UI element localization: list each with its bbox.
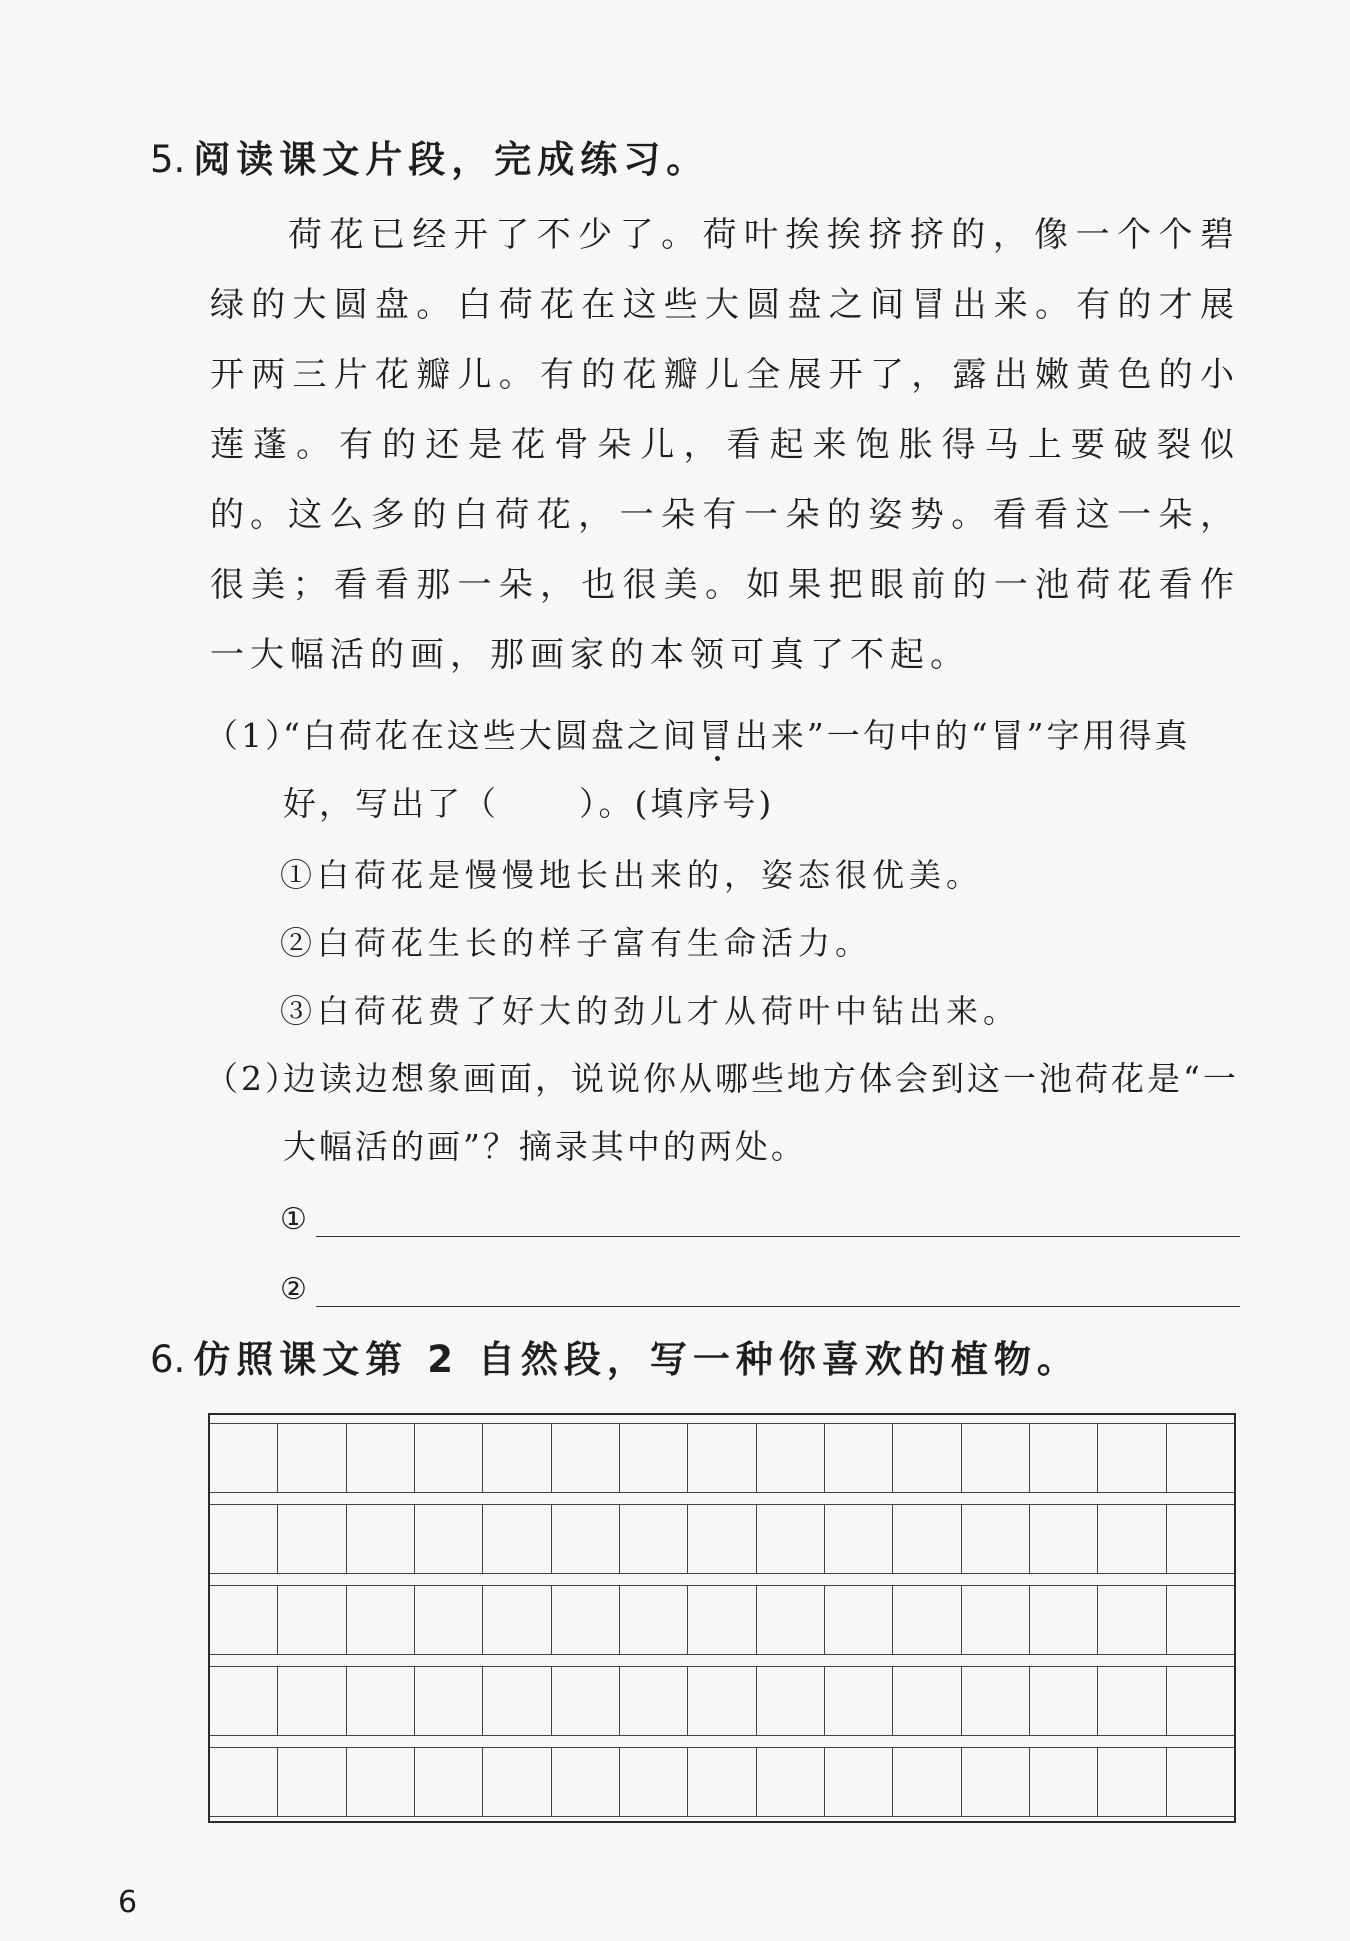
answer-marker: ②: [280, 1272, 307, 1307]
sub-question-2: [205, 1045, 1245, 1181]
grid-cell[interactable]: [620, 1586, 688, 1654]
grid-cell[interactable]: [1167, 1748, 1234, 1816]
grid-cell[interactable]: [347, 1424, 415, 1492]
grid-cell[interactable]: [688, 1424, 756, 1492]
grid-cell[interactable]: [757, 1424, 825, 1492]
grid-cell[interactable]: [278, 1505, 346, 1573]
grid-cell[interactable]: [1167, 1424, 1234, 1492]
grid-cell[interactable]: [1030, 1667, 1098, 1735]
grid-row: [210, 1585, 1234, 1655]
grid-cell[interactable]: [1030, 1424, 1098, 1492]
writing-rule: [316, 1236, 1240, 1237]
grid-cell[interactable]: [620, 1748, 688, 1816]
grid-cell[interactable]: [688, 1505, 756, 1573]
sub-question-1: [205, 702, 1245, 838]
grid-cell[interactable]: [962, 1505, 1030, 1573]
passage-paragraph-2: 这么多的白荷花，一朵有一朵的姿势。看看这一朵，很美；看看那一朵，也很美。如果把眼前的一池荷花看作一大幅活的画，那画家的本领可真了不起。: [210, 495, 1240, 675]
sub-question-label: （1）: [205, 716, 301, 755]
grid-cell[interactable]: [347, 1748, 415, 1816]
question-number: 5.: [150, 138, 186, 181]
grid-cell[interactable]: [1098, 1586, 1166, 1654]
sub-text-a: “白荷花在这些大圆盘之间: [283, 716, 699, 755]
grid-cell[interactable]: [278, 1424, 346, 1492]
question-text: 仿照课文第 2 自然段，写一种你喜欢的植物。: [193, 1338, 1080, 1381]
grid-cell[interactable]: [1098, 1424, 1166, 1492]
option-2: ②白荷花生长的样子富有生命活力。: [280, 924, 873, 962]
answer-line-2[interactable]: [280, 1265, 1240, 1315]
grid-row: [210, 1423, 1234, 1493]
grid-cell[interactable]: [825, 1667, 893, 1735]
grid-cell[interactable]: [620, 1667, 688, 1735]
grid-cell[interactable]: [893, 1667, 961, 1735]
grid-row: [210, 1747, 1234, 1817]
grid-row: [210, 1504, 1234, 1574]
sub-text-b: 出来”一句中的“冒”字用得真好，写出了（: [283, 716, 1191, 823]
grid-cell[interactable]: [552, 1667, 620, 1735]
grid-row: [210, 1666, 1234, 1736]
grid-cell[interactable]: [278, 1748, 346, 1816]
grid-cell[interactable]: [757, 1586, 825, 1654]
grid-cell[interactable]: [688, 1748, 756, 1816]
grid-cell[interactable]: [962, 1586, 1030, 1654]
grid-cell[interactable]: [210, 1424, 278, 1492]
grid-cell[interactable]: [688, 1667, 756, 1735]
question-text: 阅读课文片段，完成练习。: [193, 138, 710, 181]
grid-cell[interactable]: [825, 1748, 893, 1816]
grid-cell[interactable]: [415, 1748, 483, 1816]
answer-marker: ①: [280, 1202, 307, 1237]
answer-line-1[interactable]: [280, 1195, 1240, 1245]
grid-cell[interactable]: [962, 1667, 1030, 1735]
grid-cell[interactable]: [347, 1586, 415, 1654]
grid-cell[interactable]: [962, 1748, 1030, 1816]
grid-cell[interactable]: [757, 1505, 825, 1573]
grid-cell[interactable]: [278, 1586, 346, 1654]
grid-cell[interactable]: [1030, 1586, 1098, 1654]
grid-cell[interactable]: [825, 1424, 893, 1492]
grid-cell[interactable]: [210, 1748, 278, 1816]
grid-cell[interactable]: [757, 1748, 825, 1816]
grid-cell[interactable]: [620, 1505, 688, 1573]
passage-paragraph-1: 荷花已经开了不少了。荷叶挨挨挤挤的，像一个个碧绿的大圆盘。白荷花在这些大圆盘之间冒出来。有的才展开两三片花瓣儿。有的花瓣儿全展开了，露出嫩黄色的小莲蓬。有的还是花骨朵儿，看起来饱胀得马上要破裂似的。: [210, 215, 1240, 535]
grid-cell[interactable]: [1030, 1505, 1098, 1573]
question-5-title: [150, 135, 709, 185]
grid-cell[interactable]: [347, 1505, 415, 1573]
sub-question-body: 边读边想象画面，说说你从哪些地方体会到这一池荷花是“一大幅活的画”？摘录其中的两处。: [283, 1059, 1239, 1166]
grid-cell[interactable]: [688, 1586, 756, 1654]
grid-cell[interactable]: [483, 1586, 551, 1654]
grid-cell[interactable]: [757, 1667, 825, 1735]
grid-cell[interactable]: [962, 1424, 1030, 1492]
page-number: 6: [118, 1885, 138, 1920]
question-6-title: [150, 1335, 1080, 1385]
sub-question-label: （2）: [205, 1059, 301, 1098]
grid-cell[interactable]: [552, 1505, 620, 1573]
option-3: ③白荷花费了好大的劲儿才从荷叶中钻出来。: [280, 992, 1021, 1030]
grid-cell[interactable]: [1098, 1667, 1166, 1735]
grid-cell[interactable]: [483, 1424, 551, 1492]
grid-cell[interactable]: [415, 1667, 483, 1735]
grid-cell[interactable]: [1167, 1586, 1234, 1654]
grid-cell[interactable]: [278, 1667, 346, 1735]
grid-cell[interactable]: [210, 1667, 278, 1735]
grid-cell[interactable]: [483, 1748, 551, 1816]
grid-cell[interactable]: [552, 1424, 620, 1492]
grid-cell[interactable]: [210, 1505, 278, 1573]
grid-cell[interactable]: [483, 1667, 551, 1735]
writing-rule: [316, 1306, 1240, 1307]
grid-cell[interactable]: [415, 1586, 483, 1654]
grid-cell[interactable]: [1167, 1505, 1234, 1573]
option-1: ①白荷花是慢慢地长出来的，姿态很优美。: [280, 856, 984, 894]
grid-cell[interactable]: [347, 1667, 415, 1735]
grid-cell[interactable]: [552, 1748, 620, 1816]
question-number: 6.: [150, 1338, 186, 1381]
grid-cell[interactable]: [1098, 1748, 1166, 1816]
sub-text-c: ）。(填序号): [579, 784, 775, 823]
grid-cell[interactable]: [620, 1424, 688, 1492]
grid-cell[interactable]: [415, 1505, 483, 1573]
writing-grid[interactable]: [208, 1413, 1236, 1823]
grid-cell[interactable]: [893, 1586, 961, 1654]
grid-cell[interactable]: [825, 1586, 893, 1654]
grid-cell[interactable]: [415, 1424, 483, 1492]
grid-cell[interactable]: [1030, 1748, 1098, 1816]
grid-cell[interactable]: [1098, 1505, 1166, 1573]
grid-cell[interactable]: [552, 1586, 620, 1654]
emphasized-character: 冒: [698, 716, 735, 755]
grid-cell[interactable]: [893, 1505, 961, 1573]
sub-question-body: [283, 702, 1245, 838]
grid-cell[interactable]: [893, 1748, 961, 1816]
grid-cell[interactable]: [825, 1505, 893, 1573]
grid-cell[interactable]: [483, 1505, 551, 1573]
grid-cell[interactable]: [1167, 1667, 1234, 1735]
grid-cell[interactable]: [893, 1424, 961, 1492]
grid-cell[interactable]: [210, 1586, 278, 1654]
